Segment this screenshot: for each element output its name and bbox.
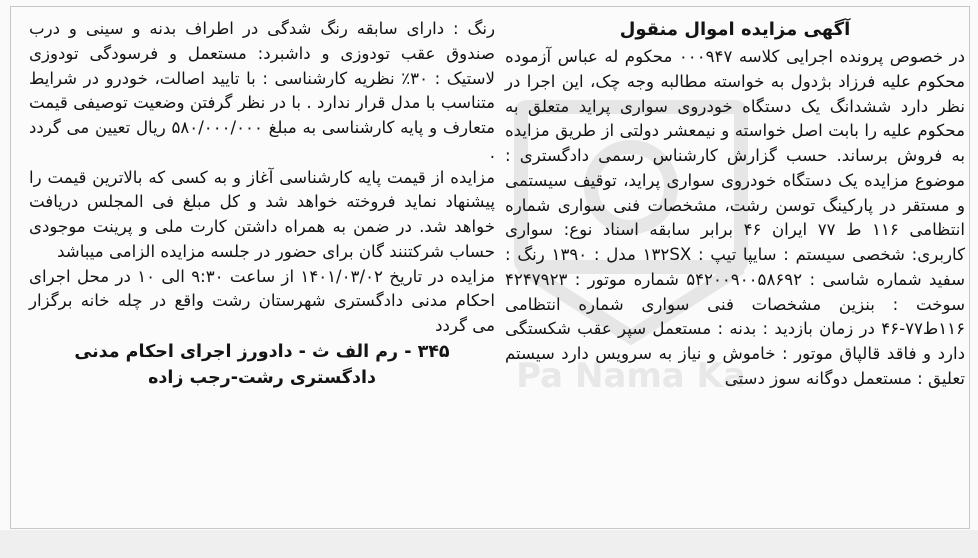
- signature-line-1: ۳۴۵ - رم الف ث - دادورز اجرای احکام مدنی: [74, 341, 450, 362]
- notice-title: آگهی مزایده اموال منقول: [619, 19, 851, 40]
- right-column-body: در خصوص پرونده اجرایی کلاسه ۰۰۰۹۴۷ محکوم له عباس آزموده محکوم علیه فرزاد بژدول به خواسته مطالبه وجه چک، این اجرا در نظر دارد ششدانگ یک دستگاه خودروی سواری پراید متعلق به محکوم علیه را بابت اصل خواسته و نیمعشر دولتی از طریق مزایده به فروش برساند. حسب گزارش کارشناس رسمی دادگستری : موضوع مزایده یک دستگاه خودروی سواری پراید، توقیف سیستمی و مستقر در پارکینگ توسن رشت، مشخصات فنی سواری شماره انتظامی ۱۱۶ ط ۷۷ ایران ۴۶ برابر سابقه اسناد نوع: سواری کاربری: شخصی سیستم : سایپا تیپ : ۱۳۲SX مدل : ۱۳۹۰ رنگ : سفید شماره شاسی : ۵۴۲۰۰۹۰۰۵۸۶۹۲ شماره موتور : ۴۲۴۷۹۲۳ سوخت : بنزین مشخصات فنی سواری شماره انتظامی ۱۱۶ط۷۷-۴۶ در زمان بازدید : بدنه : مستعمل سپر عقب شکستگی دارد و فاقد قالپاق موتور : خاموش و نیاز به سرویس دارد سیستم تعلیق : مستعمل دوگانه سوز دستی: [505, 47, 965, 388]
- left-column: [25, 17, 497, 391]
- signature-line-2: دادگستری رشت-رجب زاده: [148, 367, 376, 388]
- notice-frame: [10, 6, 970, 529]
- left-paragraph-condition: رنگ : دارای سابقه رنگ شدگی در اطراف بدنه و سینی و درب صندوق عقب تودوزی و داشبرد: مستعمل و فرسودگی تودوزی لاستیک : ۳۰٪ نظریه کارشناسی : با تایید اصالت، خودرو در شرایط متناسب با مدل قرار ندارد . با در نظر گرفتن وضعیت توصیفی قیمت متعارف و پایه کارشناسی به مبلغ ۵۸۰/۰۰۰/۰۰۰ ریال تعیین می گردد .: [29, 19, 495, 162]
- right-column: [503, 17, 969, 392]
- left-paragraph-date: مزایده در تاریخ ۱۴۰۱/۰۳/۰۲ از ساعت ۹:۳۰ الی ۱۰ در محل اجرای احکام مدنی دادگستری شهرستان رشت واقع در چله خانه برگزار می گردد: [29, 266, 496, 335]
- watermark-text: Pa Nama Ka: [516, 356, 746, 396]
- bottom-margin: [0, 530, 978, 558]
- left-paragraph-terms: مزایده از قیمت پایه کارشناسی آغاز و به کسی که بالاترین قیمت را پیشنهاد نماید فروخته خواهد شد و کل مبلغ فی المجلس دریافت خواهد شد. در ضمن به همراه داشتن کارت ملی و پرینت موجودی حساب شرکتنند گان برای حضور در جلسه مزایده الزامی میباشد: [29, 167, 495, 261]
